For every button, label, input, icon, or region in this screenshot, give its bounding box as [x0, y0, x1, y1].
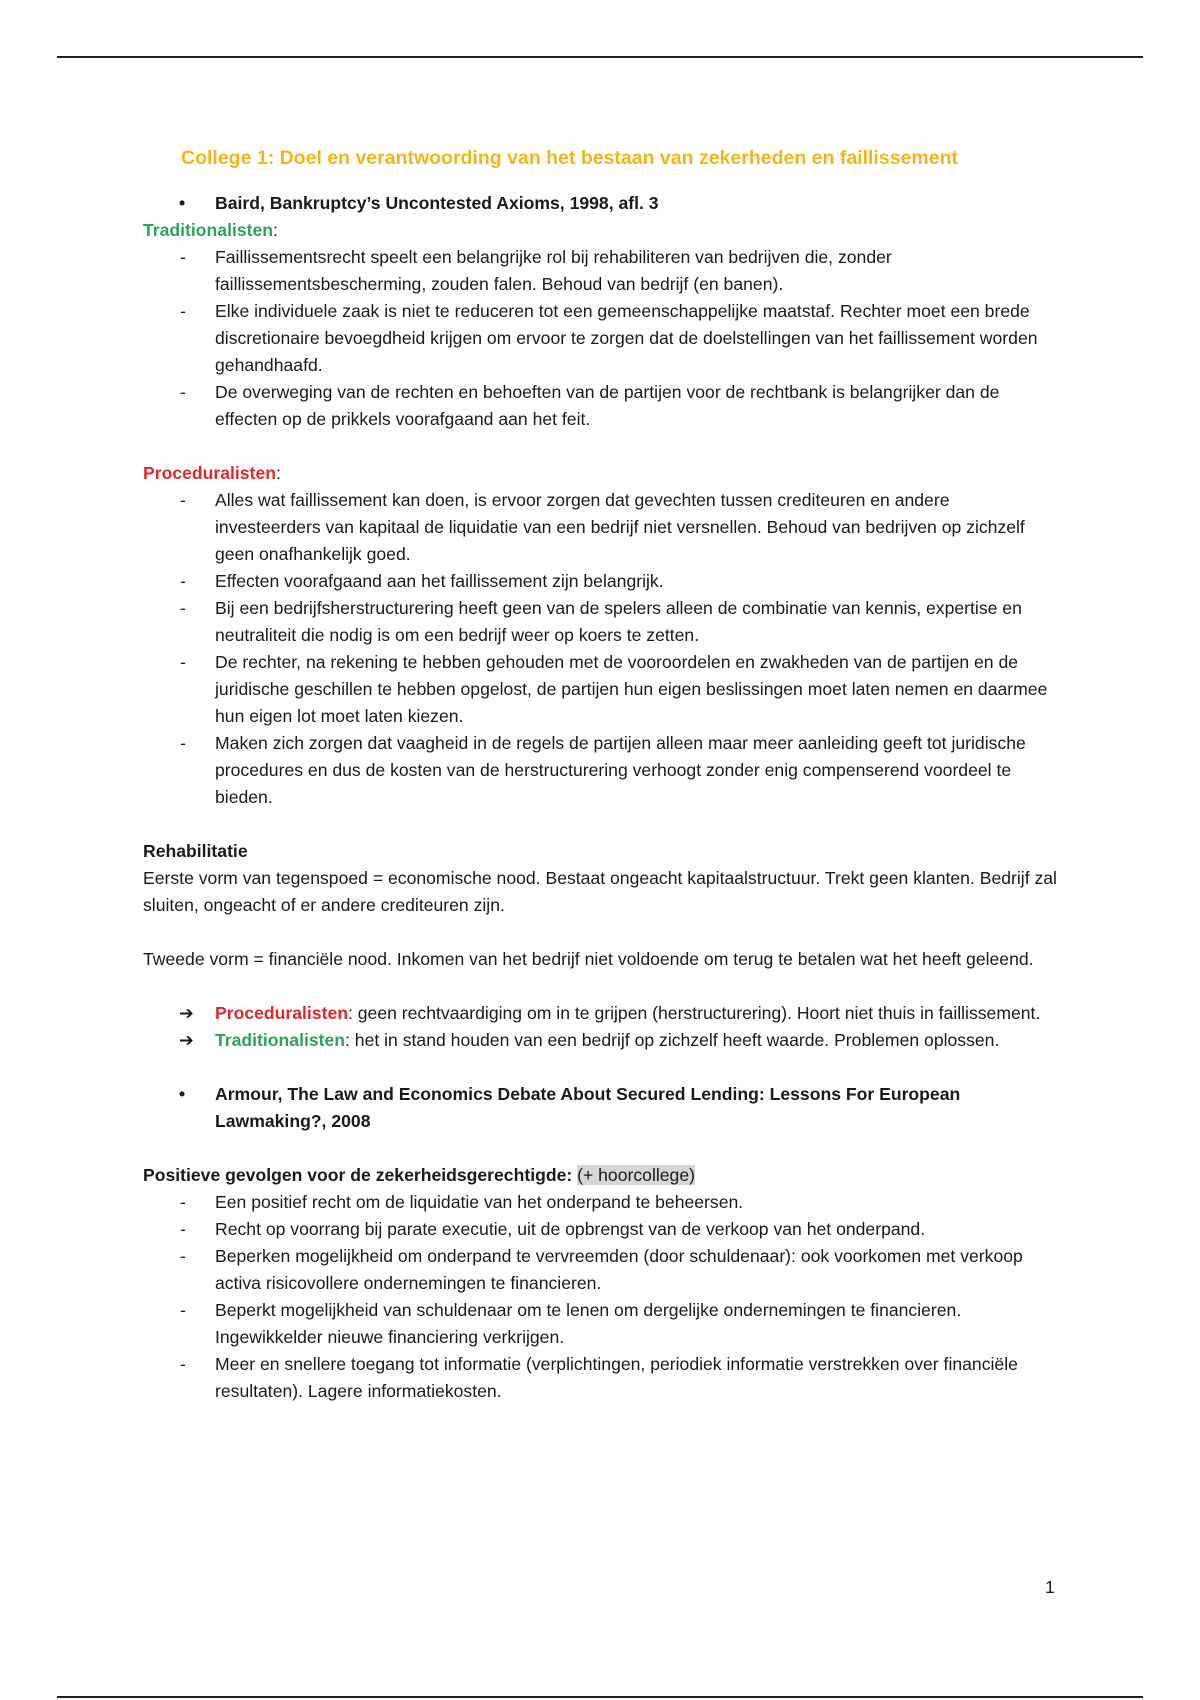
arrow-icon: ➔ — [179, 1030, 194, 1050]
proceduralisten-heading: Proceduralisten: — [143, 463, 281, 483]
rehabilitatie-paragraph-2: Tweede vorm = financiële nood. Inkomen van het bedrijf niet voldoende om terug te betalen wat het heeft geleend. — [143, 949, 1034, 969]
header-rule — [57, 56, 1143, 58]
list-item: - De rechter, na rekening te hebben gehouden met de vooroordelen en zwakheden van de partijen en de juridische geschillen te hebben opgelost, de partijen hun eigen beslissingen moet laten nemen en daarmee hun eigen lot moet laten kiezen. — [180, 652, 1048, 726]
highlight-note: (+ hoorcollege) — [577, 1165, 695, 1185]
positieve-gevolgen-heading: Positieve gevolgen voor de zekerheidsgerechtigde: (+ hoorcollege) — [143, 1165, 695, 1185]
list-item: - Recht op voorrang bij parate executie, uit de opbrengst van de verkoop van het onderpand. — [180, 1219, 926, 1239]
rehabilitatie-heading: Rehabilitatie — [143, 841, 248, 861]
list-item: - Meer en snellere toegang tot informatie (verplichtingen, periodiek informatie verstrekken over financiële resultaten). Lagere informatiekosten. — [180, 1354, 1018, 1401]
page-number: 1 — [1045, 1577, 1055, 1597]
list-item: - Maken zich zorgen dat vaagheid in de regels de partijen alleen maar meer aanleiding geeft tot juridische procedures en dus de kosten van de herstructurering verhoogt zonder enig compenserend voordeel te bieden. — [180, 733, 1026, 807]
arrow-item-traditionalisten: ➔ Traditionalisten: het in stand houden van een bedrijf op zichzelf heeft waarde. Problemen oplossen. — [143, 1027, 1058, 1054]
footer-rule — [57, 1696, 1143, 1698]
list-item: - Bij een bedrijfsherstructurering heeft geen van de spelers alleen de combinatie van kennis, expertise en neutraliteit die nodig is om een bedrijf weer op koers te zetten. — [180, 598, 1022, 645]
bullet-dot: • — [179, 193, 186, 213]
bullet-dot: • — [179, 1084, 186, 1104]
traditionalisten-heading: Traditionalisten: — [143, 220, 278, 240]
list-item: - Een positief recht om de liquidatie van het onderpand te beheersen. — [180, 1192, 744, 1212]
bullet-baird — [143, 190, 1058, 217]
rehabilitatie-paragraph-1: Eerste vorm van tegenspoed = economische nood. Bestaat ongeacht kapitaalstructuur. Trekt geen klanten. Bedrijf zal sluiten, ongeacht of er andere crediteuren zijn. — [143, 868, 1057, 915]
list-item: - Alles wat faillissement kan doen, is ervoor zorgen dat gevechten tussen crediteuren en andere investeerders van kapitaal de liquidatie van een bedrijf niet versnellen. Behoud van bedrijven op zichzelf geen onafhankelijk goed. — [180, 490, 1025, 564]
list-item: - Faillissementsrecht speelt een belangrijke rol bij rehabiliteren van bedrijven die, zonder faillissementsbescherming, zouden falen. Behoud van bedrijf (en banen). — [180, 247, 892, 294]
list-item: - Beperkt mogelijkheid van schuldenaar om te lenen om dergelijke ondernemingen te financieren. Ingewikkelder nieuwe financiering verkrijgen. — [180, 1300, 962, 1347]
arrow-item-proceduralisten: ➔ Proceduralisten: geen rechtvaardiging om in te grijpen (herstructurering). Hoort niet thuis in faillissement. — [143, 1000, 1058, 1027]
bullet-armour-text: Armour, The Law and Economics Debate About Secured Lending: Lessons For European Lawmaking?, 2008 — [215, 1084, 961, 1131]
bullet-baird-text: Baird, Bankruptcy’s Uncontested Axioms, 1998, afl. 3 — [215, 193, 659, 213]
bullet-armour — [143, 1081, 1058, 1135]
document-page — [143, 140, 1058, 1405]
list-item: - Effecten voorafgaand aan het faillissement zijn belangrijk. — [180, 571, 664, 591]
list-item: - Elke individuele zaak is niet te reduceren tot een gemeenschappelijke maatstaf. Rechter moet een brede discretionaire bevoegdheid krijgen om ervoor te zorgen dat de doelstellingen van het faillissement worden gehandhaafd. — [180, 301, 1038, 375]
page-title: College 1: Doel en verantwoording van het bestaan van zekerheden en faillissement — [181, 147, 958, 169]
arrow-icon: ➔ — [179, 1003, 194, 1023]
list-item: - Beperken mogelijkheid om onderpand te vervreemden (door schuldenaar): ook voorkomen met verkoop activa risicovollere ondernemingen te financieren. — [180, 1246, 1023, 1293]
list-item: - De overweging van de rechten en behoeften van de partijen voor de rechtbank is belangrijker dan de effecten op de prikkels voorafgaand aan het feit. — [180, 382, 1000, 429]
